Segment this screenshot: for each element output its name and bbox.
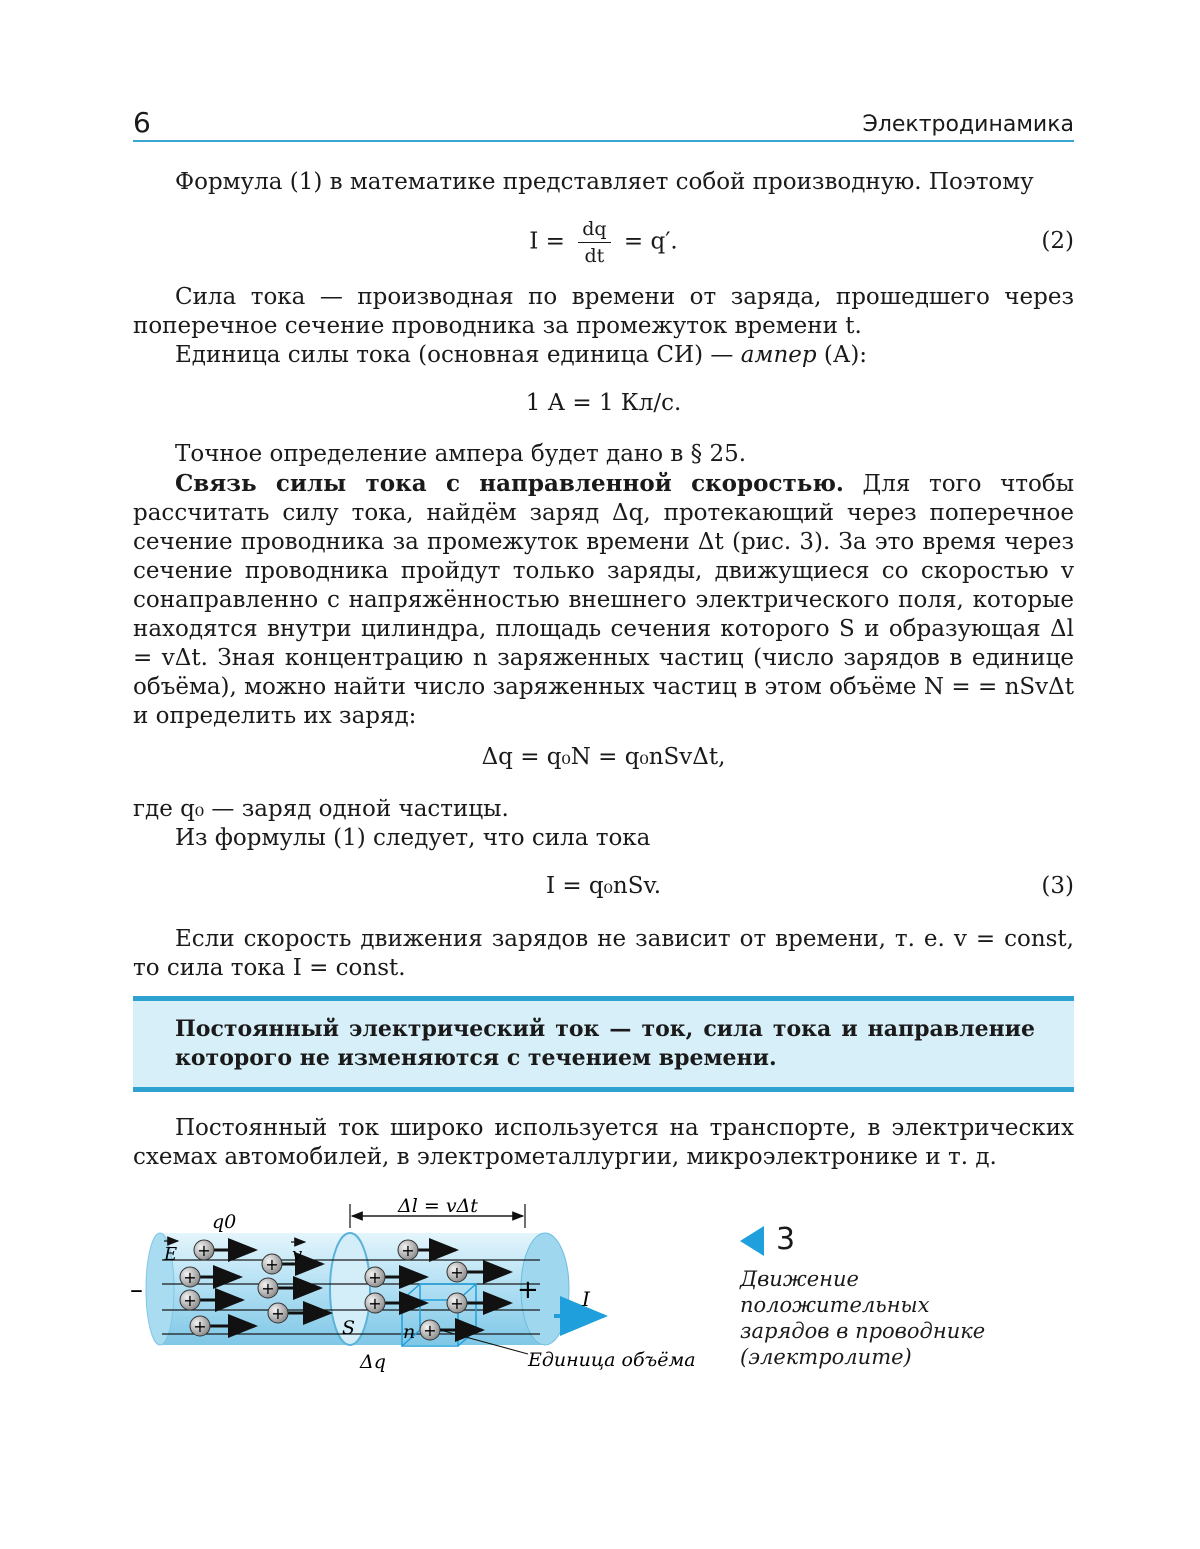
eq3-number: (3) xyxy=(1041,873,1074,899)
paragraph-ampere-unit xyxy=(133,341,1074,370)
eq2-numerator: dq xyxy=(578,218,610,243)
equation-2 xyxy=(133,218,1074,267)
equation-dq: Δq = q₀N = q₀nSvΔt, xyxy=(481,744,726,770)
label-delta-l: Δl = vΔt xyxy=(398,1195,478,1217)
figure-caption: Движение положительных зарядов в проводнике (электролите) xyxy=(740,1267,986,1369)
eq2-rhs: = q′. xyxy=(623,228,678,255)
label-S: S xyxy=(342,1317,356,1339)
charge-sign: + xyxy=(450,1263,464,1282)
velocity-section-lead: Связь силы тока с направленной скоростью. xyxy=(175,470,844,497)
figure-pointer-icon xyxy=(740,1226,764,1256)
charge-sign: + xyxy=(368,1294,382,1313)
paragraph-velocity-relation xyxy=(133,469,1074,731)
velocity-section-text: Для того чтобы рассчитать силу тока, найдём заряд Δq, протекающий через поперечное сечение проводника за промежуток времени Δt (рис. 3). За это время через сечение проводника пройдут только заряды, движущиеся со скоростью v сонаправленно с напряжённостью внешнего электрического поля, которые находятся внутри цилиндра, площадь сечения которого S и образующая Δl = vΔt. Зная концентрацию n заряженных частиц (число зарядов в единице объёма), можно найти число заряженных частиц в этом объёме N = = nSvΔt и определить их заряд: xyxy=(133,471,1074,729)
figure-number xyxy=(740,1222,795,1257)
eq2-number: (2) xyxy=(1041,228,1074,254)
ampere-text-after: (А): xyxy=(816,342,868,368)
label-unit-volume: Единица объёма xyxy=(528,1349,696,1371)
label-I: I xyxy=(582,1287,590,1311)
paragraph-ampere-note: Точное определение ампера будет дано в § 25. xyxy=(175,441,747,467)
page-number: 6 xyxy=(133,106,151,139)
paragraph-from-formula: Из формулы (1) следует, что сила тока xyxy=(175,825,651,851)
eq3-text: I = q₀nSv. xyxy=(545,873,662,899)
charge-sign: + xyxy=(183,1291,197,1310)
charge-sign: + xyxy=(423,1321,437,1340)
label-n: n xyxy=(403,1321,416,1343)
charge-sign: + xyxy=(265,1255,279,1274)
page-header xyxy=(133,104,1074,142)
charge-sign: + xyxy=(401,1241,415,1260)
charge-sign: + xyxy=(261,1279,275,1298)
eq2-fraction xyxy=(578,218,610,267)
ampere-text-before: Единица силы тока (основная единица СИ) — xyxy=(175,342,741,368)
label-v: v xyxy=(292,1244,303,1265)
charge-sign: + xyxy=(193,1317,207,1336)
charge-sign: + xyxy=(183,1268,197,1287)
label-minus: – xyxy=(130,1275,143,1305)
label-E: E xyxy=(164,1244,178,1265)
charge-sign: + xyxy=(197,1241,211,1260)
eq2-denominator: dt xyxy=(584,245,605,267)
equation-unit: 1 А = 1 Кл/с. xyxy=(525,390,682,416)
paragraph-q0: где q₀ — заряд одной частицы. xyxy=(133,796,509,822)
label-q0: q0 xyxy=(212,1211,237,1233)
paragraph-current-definition: Сила тока — производная по времени от заряда, прошедшего через поперечное сечение проводника за промежуток времени t. xyxy=(133,284,1074,339)
definition-box xyxy=(133,996,1074,1092)
charge-sign: + xyxy=(450,1294,464,1313)
figure-number-text: 3 xyxy=(776,1222,796,1257)
equation-3 xyxy=(133,873,1074,899)
label-plus: + xyxy=(517,1275,539,1305)
ampere-term: ампер xyxy=(740,342,817,368)
paragraph-dc-usage: Постоянный ток широко используется на транспорте, в электрических схемах автомобилей, в электрометаллургии, микроэлектронике и т. д. xyxy=(133,1115,1074,1170)
definition-text: Постоянный электрический ток — ток, сила тока и направление которого не изменяются с течением времени. xyxy=(175,1016,1035,1071)
eq2-lhs: I = xyxy=(529,228,565,255)
label-delta-q: Δq xyxy=(360,1351,386,1373)
charge-sign: + xyxy=(271,1304,285,1323)
paragraph-constant-current: Если скорость движения зарядов не зависит от времени, т. е. v = const, то сила тока I = const. xyxy=(133,926,1074,981)
charge-sign: + xyxy=(368,1268,382,1287)
figure-3-diagram xyxy=(120,1188,720,1378)
running-head: Электродинамика xyxy=(862,112,1074,137)
paragraph-derivative: Формула (1) в математике представляет собой производную. Поэтому xyxy=(175,169,1034,195)
